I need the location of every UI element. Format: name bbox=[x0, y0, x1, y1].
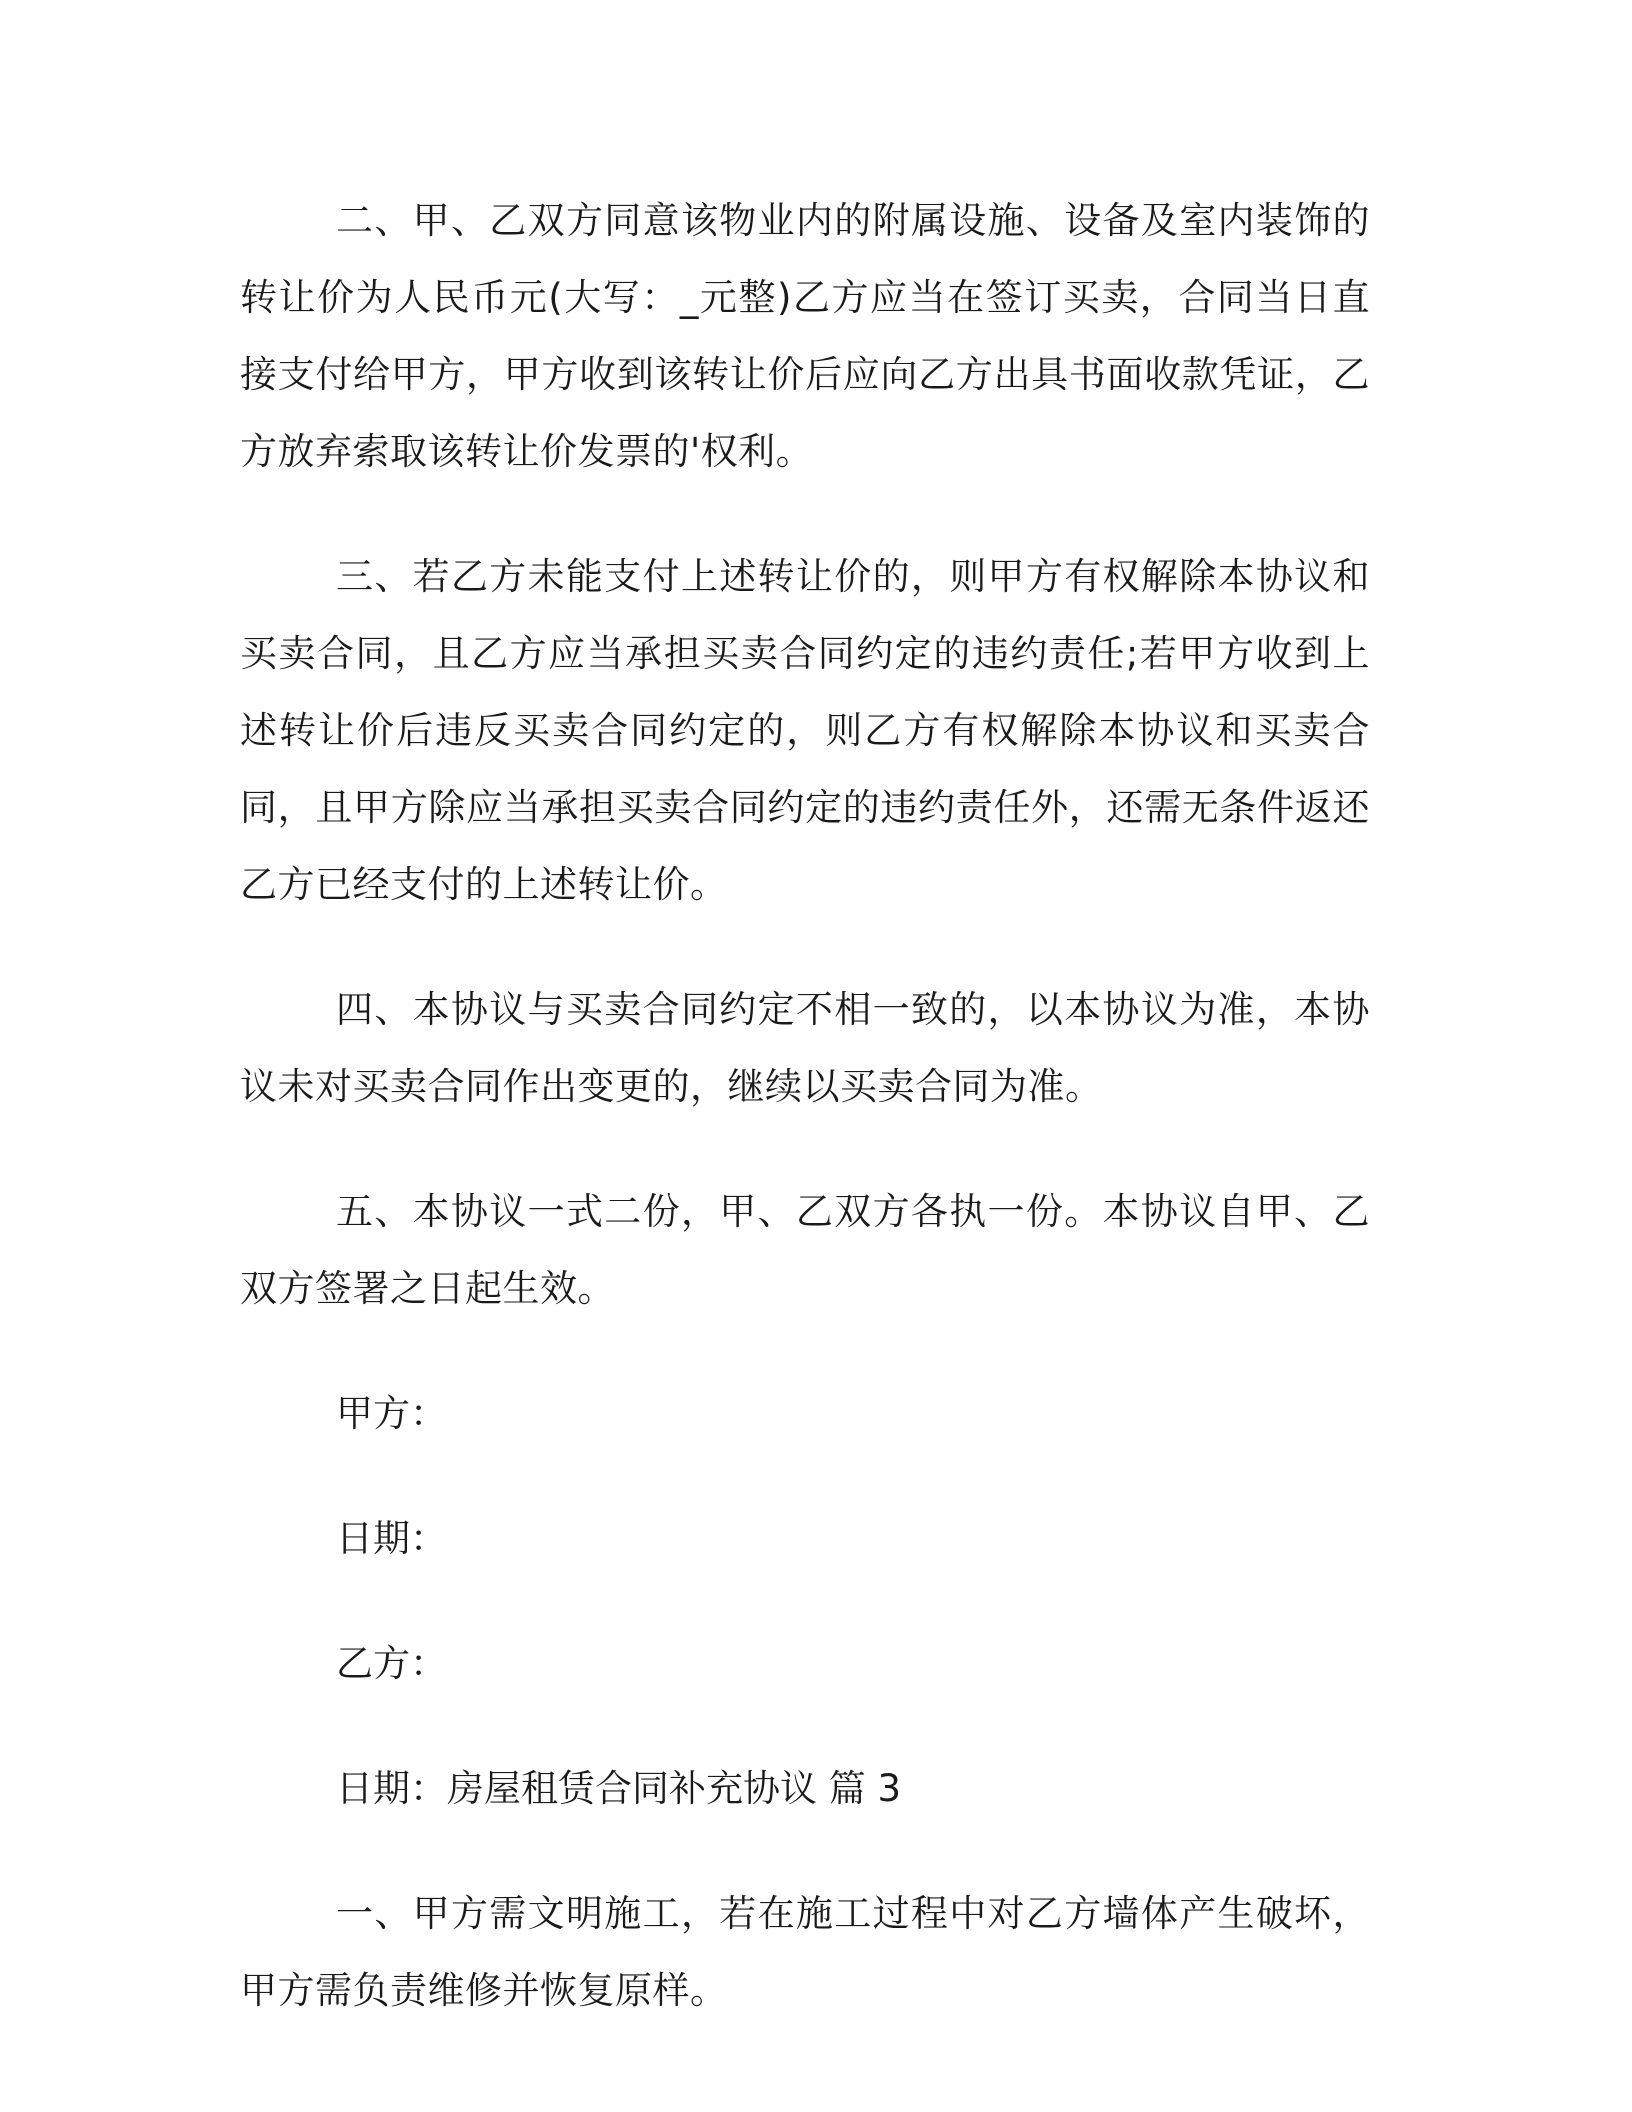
clause-5-paragraph: 五、本协议一式二份，甲、乙双方各执一份。本协议自甲、乙双方签署之日起生效。 bbox=[240, 1190, 1370, 1310]
document-body bbox=[240, 182, 1370, 2077]
clause-3-paragraph: 三、若乙方未能支付上述转让价的，则甲方有权解除本协议和买卖合同，且乙方应当承担买卖合同约定的违约责任;若甲方收到上述转让价后违反买卖合同约定的，则乙方有权解除本协议和买卖合同，且甲方除应当承担买卖合同约定的违约责任外，还需无条件返还乙方已经支付的上述转让价。 bbox=[240, 555, 1370, 906]
party-b-signature-line: 乙方： bbox=[336, 1642, 447, 1685]
clause-4-paragraph: 四、本协议与买卖合同约定不相一致的，以本协议为准，本协议未对买卖合同作出变更的，继续以买卖合同为准。 bbox=[240, 988, 1370, 1108]
party-a-date-line: 日期： bbox=[336, 1517, 447, 1560]
party-b-date-and-next-title: 日期：房屋租赁合同补充协议 篇 3 bbox=[336, 1767, 902, 1810]
party-a-signature-line: 甲方： bbox=[336, 1392, 447, 1435]
clause-2-paragraph: 二、甲、乙双方同意该物业内的附属设施、设备及室内装饰的转让价为人民币元(大写：_元整)乙方应当在签订买卖，合同当日直接支付给甲方，甲方收到该转让价后应向乙方出具书面收款凭证，乙方放弃索取该转让价发票的'权利。 bbox=[240, 199, 1370, 473]
next-clause-1-paragraph: 一、甲方需文明施工，若在施工过程中对乙方墙体产生破坏，甲方需负责维修并恢复原样。 bbox=[240, 1892, 1370, 2012]
